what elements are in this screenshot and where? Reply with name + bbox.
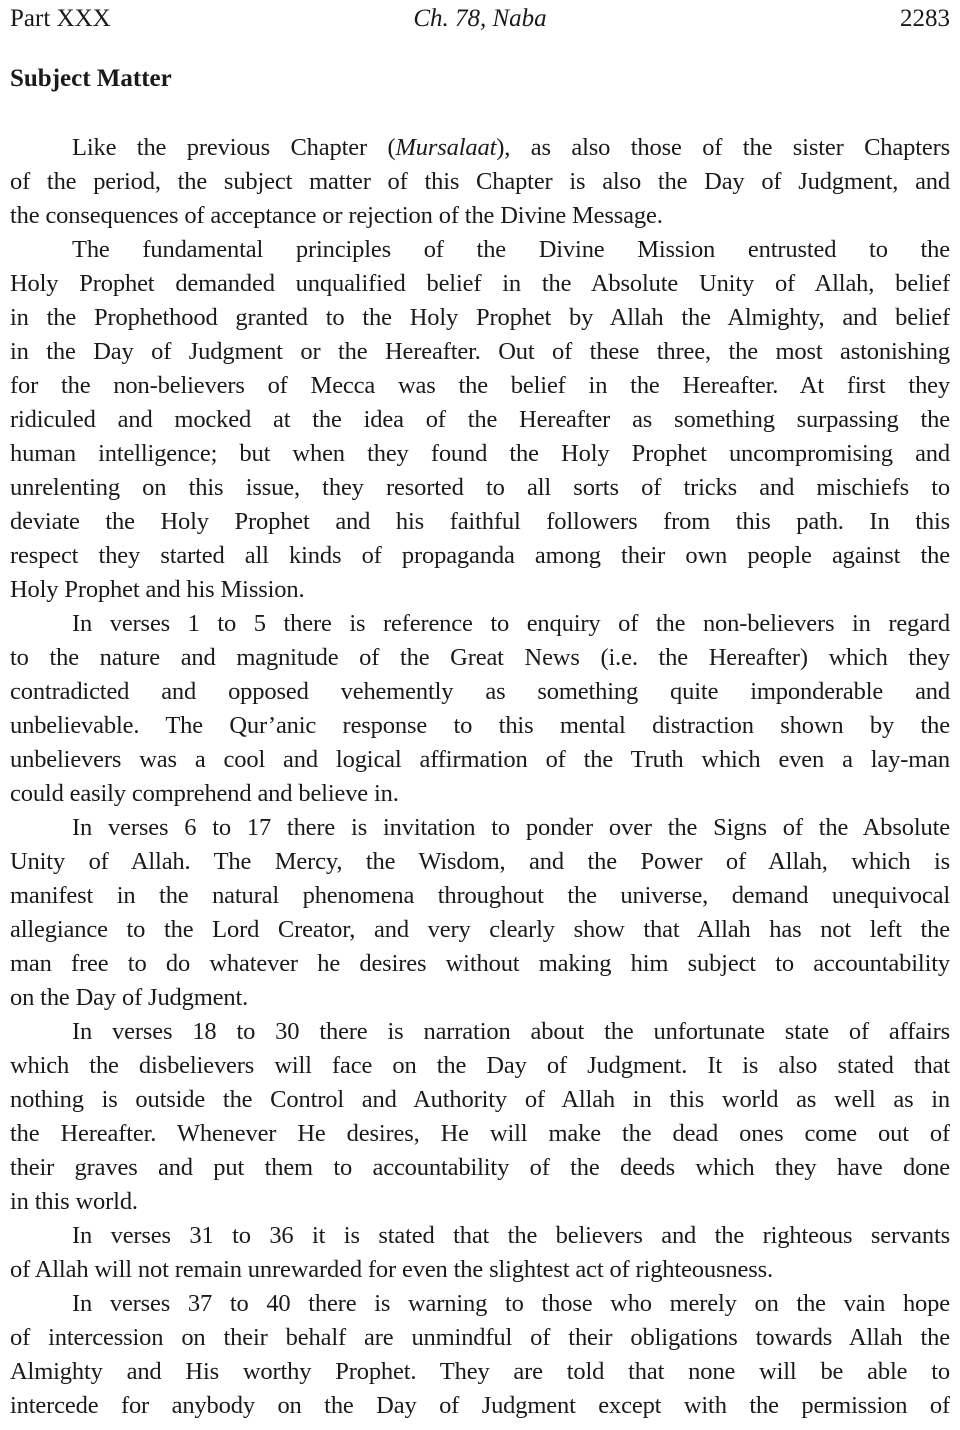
text-segment: ), as also those of the sister Chapters	[496, 134, 950, 161]
text-line: in the Day of Judgment or the Hereafter. Out of these three, the most astonishing	[10, 338, 950, 365]
italic-text: Mursalaat	[395, 134, 497, 161]
paragraph	[10, 131, 950, 233]
text-line: on the Day of Judgment.	[10, 984, 249, 1011]
text-line: nothing is outside the Control and Authority of Allah in this world as well as in	[10, 1086, 950, 1113]
text-line: In verses 31 to 36 it is stated that the believers and the righteous servants	[72, 1222, 950, 1249]
text-line: In verses 1 to 5 there is reference to enquiry of the non-believers in regard	[72, 610, 950, 637]
paragraph	[10, 1219, 950, 1287]
text-line: respect they started all kinds of propaganda among their own people against the	[10, 542, 950, 569]
text-line: which the disbelievers will face on the Day of Judgment. It is also stated that	[10, 1052, 950, 1079]
text-line: their graves and put them to accountability of the deeds which they have done	[10, 1154, 950, 1181]
text-line: of intercession on their behalf are unmindful of their obligations towards Allah the	[10, 1324, 950, 1351]
text-line: unbelievers was a cool and logical affirmation of the Truth which even a lay-man	[10, 746, 950, 773]
text-line: in this world.	[10, 1188, 138, 1215]
page-number: 2283	[900, 5, 950, 32]
text-line: In verses 18 to 30 there is narration about the unfortunate state of affairs	[72, 1018, 950, 1045]
body-text	[10, 131, 950, 1423]
paragraph	[10, 1015, 950, 1219]
paragraph	[10, 233, 950, 607]
text-line: of the period, the subject matter of this Chapter is also the Day of Judgment, and	[10, 168, 950, 195]
text-line: unrelenting on this issue, they resorted to all sorts of tricks and mischiefs to	[10, 474, 950, 501]
paragraph	[10, 1287, 950, 1423]
text-line: unbelievable. The Qur’anic response to this mental distraction shown by the	[10, 712, 950, 739]
text-line: manifest in the natural phenomena throughout the universe, demand unequivocal	[10, 882, 950, 909]
text-line: ridiculed and mocked at the idea of the Hereafter as something surpassing the	[10, 406, 950, 433]
text-segment: Like the previous Chapter (	[72, 134, 396, 161]
text-line: intercede for anybody on the Day of Judgment except with the permission of	[10, 1392, 950, 1419]
running-header	[10, 2, 950, 36]
paragraph	[10, 607, 950, 811]
text-line: The fundamental principles of the Divine Mission entrusted to the	[72, 236, 950, 263]
text-line: of Allah will not remain unrewarded for even the slightest act of righteousness.	[10, 1256, 773, 1283]
text-line: man free to do whatever he desires without making him subject to accountability	[10, 950, 950, 977]
text-line: Holy Prophet and his Mission.	[10, 576, 305, 603]
text-line: contradicted and opposed vehemently as something quite imponderable and	[10, 678, 950, 705]
text-line: could easily comprehend and believe in.	[10, 780, 399, 807]
text-line: the consequences of acceptance or rejection of the Divine Message.	[10, 202, 663, 229]
text-line: the Hereafter. Whenever He desires, He will make the dead ones come out of	[10, 1120, 950, 1147]
part-label: Part XXX	[10, 5, 111, 32]
text-line: Almighty and His worthy Prophet. They are told that none will be able to	[10, 1358, 950, 1385]
text-line: in the Prophethood granted to the Holy Prophet by Allah the Almighty, and belief	[10, 304, 950, 331]
chapter-label: Ch. 78, Naba	[413, 5, 547, 32]
section-title: Subject Matter	[10, 65, 172, 92]
text-line: human intelligence; but when they found the Holy Prophet uncompromising and	[10, 440, 950, 467]
text-line: for the non-believers of Mecca was the belief in the Hereafter. At first they	[10, 372, 950, 399]
text-line	[10, 131, 950, 165]
text-line: deviate the Holy Prophet and his faithful followers from this path. In this	[10, 508, 950, 535]
text-line: In verses 6 to 17 there is invitation to ponder over the Signs of the Absolute	[72, 814, 950, 841]
paragraph	[10, 811, 950, 1015]
text-line: allegiance to the Lord Creator, and very clearly show that Allah has not left the	[10, 916, 950, 943]
text-line: to the nature and magnitude of the Great News (i.e. the Hereafter) which they	[10, 644, 950, 671]
text-line: Unity of Allah. The Mercy, the Wisdom, and the Power of Allah, which is	[10, 848, 950, 875]
text-line: In verses 37 to 40 there is warning to those who merely on the vain hope	[72, 1290, 950, 1317]
text-line: Holy Prophet demanded unqualified belief in the Absolute Unity of Allah, belief	[10, 270, 950, 297]
